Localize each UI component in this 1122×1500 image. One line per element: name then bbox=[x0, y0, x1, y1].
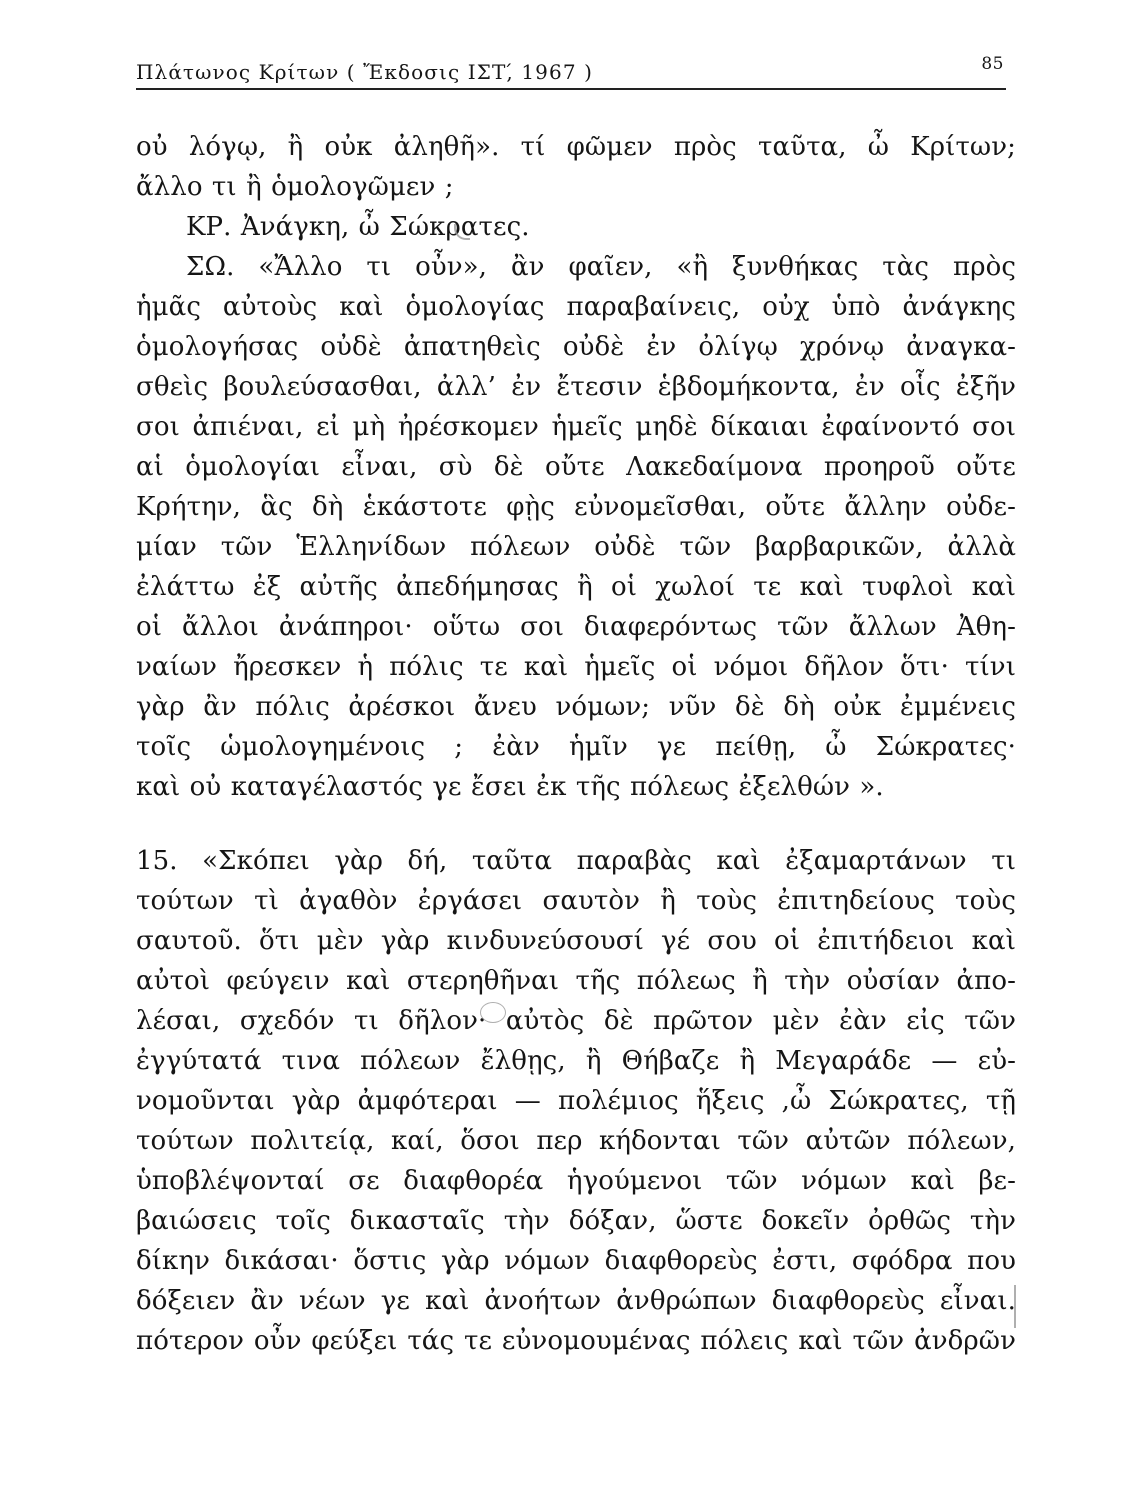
text-line-23: ἐγγύτατά τινα πόλεων ἔλθῃς, ἢ Θήβαζε ἢ Μεγαράδε — εὐ- bbox=[136, 1046, 1016, 1076]
text-line-8: σοι ἀπιέναι, εἰ μὴ ἠρέσκομεν ἡμεῖς μηδὲ δίκαιαι ἐφαίνοντό σοι bbox=[136, 412, 1016, 442]
text-line-10: Κρήτην, ἃς δὴ ἑκάστοτε φῂς εὐνομεῖσθαι, οὔτε ἄλλην οὐδε- bbox=[136, 492, 1016, 522]
text-line-25: τούτων πολιτείᾳ, καί, ὅσοι περ κήδονται τῶν αὐτῶν πόλεων, bbox=[136, 1126, 1016, 1156]
text-line-13: οἱ ἄλλοι ἀνάπηροι· οὕτω σοι διαφερόντως τῶν ἄλλων Ἀθη- bbox=[136, 612, 1016, 642]
running-title: Πλάτωνος Κρίτων ( Ἔκδοσις ΙΣΤ,́ 1967 ) bbox=[136, 60, 593, 84]
text-line-15: γὰρ ἂν πόλις ἀρέσκοι ἄνευ νόμων; νῦν δὲ δὴ οὐκ ἐμμένεις bbox=[136, 692, 1016, 722]
page-number: 85 bbox=[981, 54, 1004, 74]
text-line-24: νομοῦνται γὰρ ἀμφότεραι — πολέμιος ἥξεις ,ὦ Σώκρατες, τῇ bbox=[136, 1086, 1016, 1116]
text-line-27: βαιώσεις τοῖς δικασταῖς τὴν δόξαν, ὥστε δοκεῖν ὀρθῶς τὴν bbox=[136, 1206, 1016, 1236]
text-line-6: ὁμολογήσας οὐδὲ ἀπατηθεὶς οὐδὲ ἐν ὀλίγῳ χρόνῳ ἀναγκα- bbox=[136, 332, 1016, 362]
text-line-21: αὐτοὶ φεύγειν καὶ στερηθῆναι τῆς πόλεως ἢ τὴν οὐσίαν ἀπο- bbox=[136, 966, 1016, 996]
text-line-11: μίαν τῶν Ἑλληνίδων πόλεων οὐδὲ τῶν βαρβαρικῶν, ἀλλὰ bbox=[136, 532, 1016, 562]
text-line-19: τούτων τὶ ἀγαθὸν ἐργάσει σαυτὸν ἢ τοὺς ἐπιτηδείους τοὺς bbox=[136, 886, 1016, 916]
pencil-margin-mark bbox=[1014, 1285, 1020, 1328]
text-line-12: ἐλάττω ἐξ αὐτῆς ἀπεδήμησας ἢ οἱ χωλοί τε καὶ τυφλοὶ καὶ bbox=[136, 572, 1016, 602]
running-header bbox=[136, 54, 1006, 90]
text-line-14: ναίων ἤρεσκεν ἡ πόλις τε καὶ ἡμεῖς οἱ νόμοι δῆλον ὅτι· τίνι bbox=[136, 652, 1016, 682]
pencil-annotation-circle bbox=[480, 1002, 506, 1023]
speaker-line-kr: ΚΡ. Ἀνάγκη, ὦ Σώκρατες. bbox=[186, 212, 530, 242]
text-line-20: σαυτοῦ. ὅτι μὲν γὰρ κινδυνεύσουσί γέ σου οἱ ἐπιτήδειοι καὶ bbox=[136, 926, 1016, 956]
greek-text-body bbox=[136, 127, 1016, 1361]
paragraph-break bbox=[136, 807, 1016, 841]
text-line-9: αἱ ὁμολογίαι εἶναι, σὺ δὲ οὔτε Λακεδαίμονα προηροῦ οὔτε bbox=[136, 452, 1016, 482]
text-line-30: πότερον οὖν φεύξει τάς τε εὐνομουμένας πόλεις καὶ τῶν ἀνδρῶν bbox=[136, 1326, 1016, 1356]
text-line-29: δόξειεν ἂν νέων γε καὶ ἀνοήτων ἀνθρώπων διαφθορεὺς εἶναι. bbox=[136, 1286, 1016, 1316]
text-line-2: ἄλλο τι ἢ ὁμολογῶμεν ; bbox=[136, 172, 454, 202]
text-line-7: σθεὶς βουλεύσασθαι, ἀλλ’ ἐν ἔτεσιν ἑβδομήκοντα, ἐν οἷς ἐξῆν bbox=[136, 372, 1016, 402]
text-line-28: δίκην δικάσαι· ὅστις γὰρ νόμων διαφθορεὺς ἐστι, σφόδρα που bbox=[136, 1246, 1016, 1276]
text-line-16: τοῖς ὡμολογημένοις ; ἐὰν ἡμῖν γε πείθῃ, ὦ Σώκρατες· bbox=[136, 732, 1016, 762]
text-line-5: ἡμᾶς αὐτοὺς καὶ ὁμολογίας παραβαίνεις, οὐχ ὑπὸ ἀνάγκης bbox=[136, 292, 1016, 322]
section-15-start: 15. «Σκόπει γὰρ δή, ταῦτα παραβὰς καὶ ἐξαμαρτάνων τι bbox=[136, 846, 1016, 876]
speaker-line-so: ΣΩ. «Ἄλλο τι οὖν», ἂν φαῖεν, «ἢ ξυνθήκας τὰς πρὸς bbox=[186, 252, 1016, 282]
text-line-1: οὐ λόγῳ, ἢ οὐκ ἀληθῆ». τί φῶμεν πρὸς ταῦτα, ὦ Κρίτων; bbox=[136, 132, 1016, 162]
text-line-22: λέσαι, σχεδόν τι δῆλον· αὐτὸς δὲ πρῶτον μὲν ἐὰν εἰς τῶν bbox=[136, 1006, 1016, 1036]
text-line-26: ὑποβλέψονταί σε διαφθορέα ἡγούμενοι τῶν νόμων καὶ βε- bbox=[136, 1166, 1016, 1196]
text-line-17: καὶ οὐ καταγέλαστός γε ἔσει ἐκ τῆς πόλεως ἐξελθών ». bbox=[136, 772, 884, 802]
